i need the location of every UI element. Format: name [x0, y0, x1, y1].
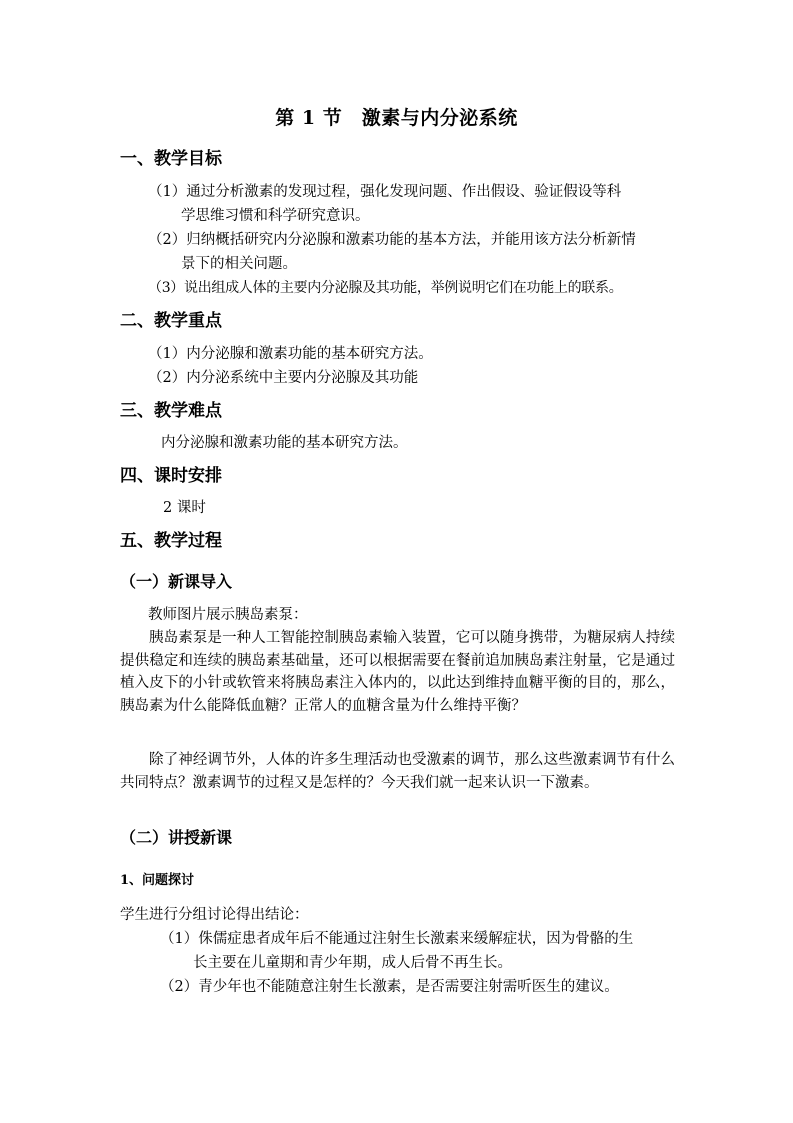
intro-paragraph-1: 教师图片展示胰岛素泵： [148, 607, 308, 623]
schedule-text: 2 课时 [163, 500, 206, 516]
section-heading-difficulties: 三、教学难点 [120, 401, 222, 421]
section-heading-process: 五、教学过程 [120, 531, 222, 551]
conclusion-2-line-1: （2）青少年也不能随意注射生长激素，是否需要注射需听医生的建议。 [160, 979, 619, 995]
section-heading-key-points: 二、教学重点 [120, 311, 222, 331]
objective-2-line-2: 景下的相关问题。 [181, 256, 297, 272]
conclusion-1-line-1: （1）侏儒症患者成年后不能通过注射生长激素来缓解症状，因为骨骼的生 [160, 931, 634, 947]
objective-1-line-2: 学思维习惯和科学研究意识。 [181, 208, 370, 224]
section-heading-schedule: 四、课时安排 [120, 466, 222, 486]
topic-heading-problem-discussion: 1、问题探讨 [120, 873, 195, 888]
key-point-1: （1）内分泌腺和激素功能的基本研究方法。 [148, 346, 433, 362]
subsection-heading-new-lesson: （二）讲授新课 [120, 828, 233, 847]
page-title: 第 1 节 激素与内分泌系统 [275, 107, 518, 129]
intro-paragraph-3: 除了神经调节外，人体的许多生理活动也受激素的调节，那么这些激素调节有什么共同特点？激素调节的过程又是怎样的？今天我们就一起来认识一下激素。 [120, 752, 675, 791]
conclusion-1-line-2: 长主要在儿童期和青少年期，成人后骨不再生长。 [193, 955, 512, 971]
intro-paragraph-2: 胰岛素泵是一种人工智能控制胰岛素输入装置，它可以随身携带，为糖尿病人持续提供稳定和连续的胰岛素基础量，还可以根据需要在餐前追加胰岛素注射量，它是通过植入皮下的小针或软管来将胰岛素注入体内的，以此达到维持血糖平衡的目的，那么，胰岛素为什么能降低血糖？正常人的血糖含量为什么维持平衡？ [120, 630, 675, 714]
section-heading-objectives: 一、教学目标 [120, 149, 222, 169]
difficulty-text: 内分泌腺和激素功能的基本研究方法。 [161, 435, 408, 451]
objective-1-line-1: （1）通过分析激素的发现过程，强化发现问题、作出假设、验证假设等科 [148, 184, 622, 200]
objective-2-line-1: （2）归纳概括研究内分泌腺和激素功能的基本方法，并能用该方法分析新情 [148, 232, 636, 248]
objective-3-line-1: （3）说出组成人体的主要内分泌腺及其功能，举例说明它们在功能上的联系。 [148, 280, 623, 296]
subsection-heading-intro: （一）新课导入 [120, 572, 233, 591]
key-point-2: （2）内分泌系统中主要内分泌腺及其功能 [148, 370, 419, 386]
discussion-intro: 学生进行分组讨论得出结论： [120, 907, 309, 923]
